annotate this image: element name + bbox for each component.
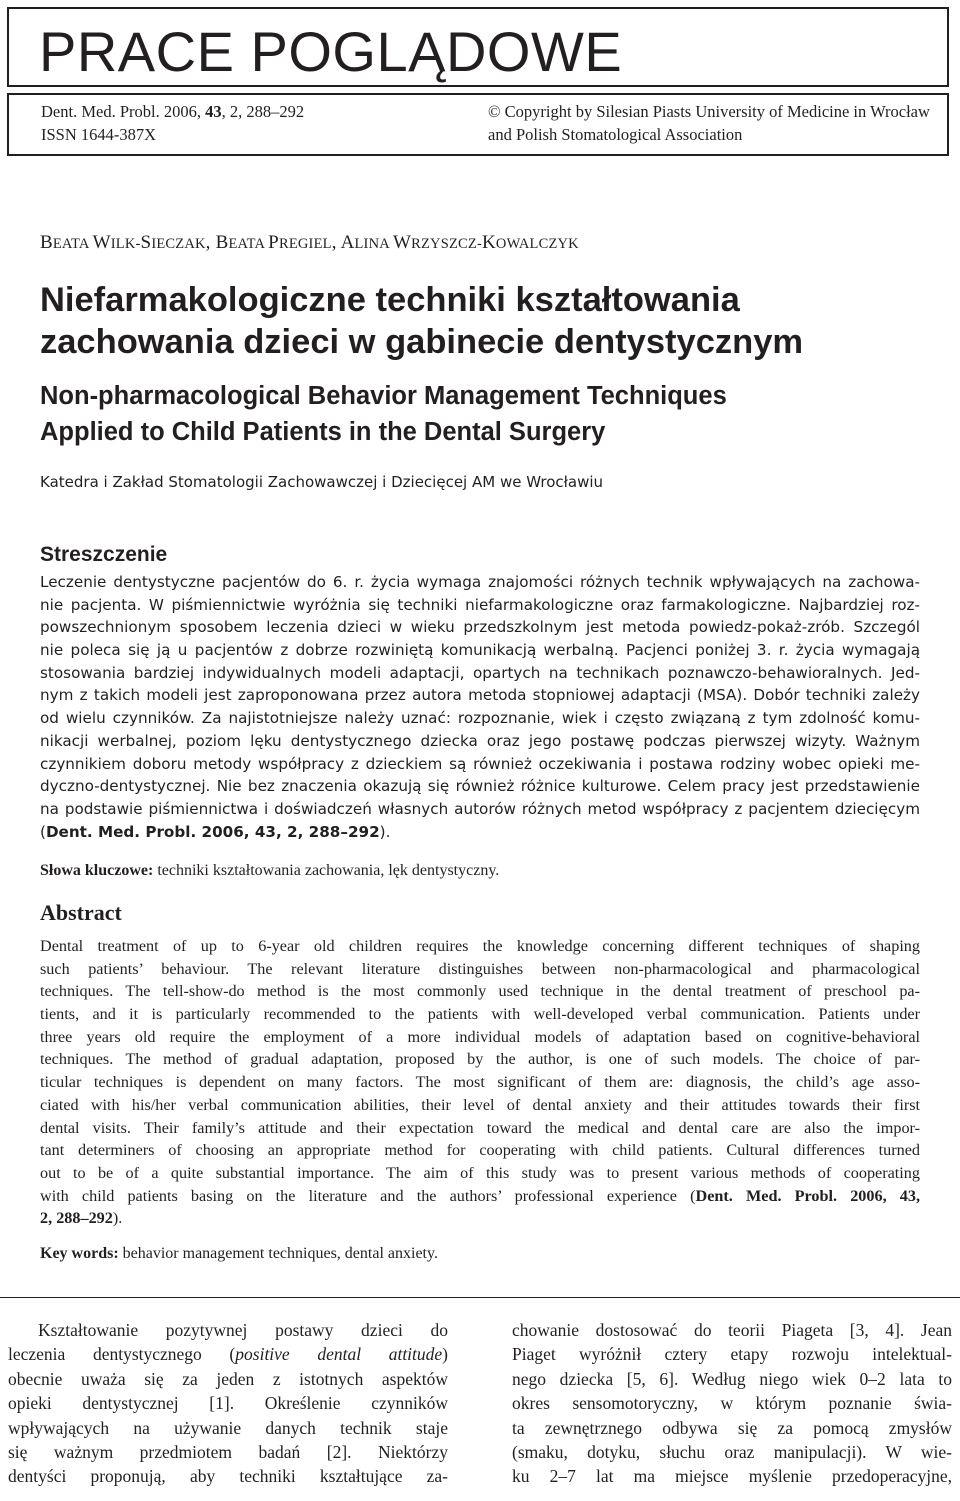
text-line: leczenia dentystycznego (positive dental attitude): [8, 1344, 448, 1365]
abstract-body: [40, 935, 920, 1230]
author: BEATA PREGIEL,: [215, 232, 341, 253]
citation-bold: 2, 288–292: [40, 1209, 113, 1228]
title-polish-line: zachowania dzieci w gabinecie dentystycznym: [40, 323, 804, 361]
italic-term: positive dental attitude: [235, 1344, 443, 1365]
journal-volume: 43: [205, 102, 222, 121]
copyright-line-2: and Polish Stomatological Association: [488, 125, 743, 144]
journal-name: Dent. Med. Probl. 2006,: [41, 102, 206, 121]
text-line: powszechnionym sposobem leczenia dzieci w wieku przedszkolnym jest metoda powiedz-pokaż-zrób. Szczegól: [40, 618, 920, 637]
text-line: na podstawie piśmiennictwa i doświadczeń własnych autorów różnych metod współpracy z pacjentem dziecięcym: [40, 799, 920, 818]
key-words: [40, 1243, 438, 1265]
keywords-text: techniki kształtowania zachowania, lęk dentystyczny.: [153, 862, 500, 879]
slowa-kluczowe: [40, 860, 499, 882]
author: BEATA WILK-SIECZAK,: [40, 232, 216, 253]
citation-box: [7, 93, 949, 156]
text-line: ku 2–7 lat ma miejsce myślenie przedoperacyjne,: [512, 1466, 952, 1487]
streszczenie-heading: Streszczenie: [40, 543, 168, 566]
issn: ISSN 1644-387X: [41, 125, 157, 144]
text-line: czynnikiem doboru metody współpracy z dzieckiem są również oczekiwania i postawa rodziny wobec opieki me-: [40, 754, 920, 773]
text-line: 2, 288–292).: [40, 1209, 123, 1228]
keywords-label: Key words:: [40, 1245, 119, 1262]
text-line: nie pacjenta. W piśmiennictwie wyróżnia się techniki niefarmakologiczne oraz farmakologiczne. Najbardziej roz-: [40, 595, 920, 614]
text-line: ciated with his/her verbal communication abilities, their level of dental anxiety and their attitudes towards their first: [40, 1095, 920, 1114]
text-line: dyczno-dentystycznej. Nie bez znaczenia okazują się również różnice kulturowe. Celem pracy jest przedstawienie: [40, 777, 920, 796]
body-column-right: [512, 1318, 952, 1489]
text-line: three years old require the employment of a more individual models of adaptation based on cognitive-behavioral: [40, 1027, 920, 1046]
text-line: stosowania bardziej indywidualnych modeli adaptacji, opartych na technikach poznawczo-behawioralnych. Jed-: [40, 663, 920, 682]
text-line: such patients’ behaviour. The relevant literature distinguishes between non-pharmacological and pharmacological: [40, 959, 920, 978]
text-line: out to be of a quite substantial importance. The aim of this study was to present various methods of cooperating: [40, 1163, 920, 1182]
title-english-line: Non-pharmacological Behavior Management Techniques: [40, 382, 727, 410]
text-line: dentyści proponują, aby techniki kształtujące za-: [8, 1466, 448, 1487]
text-line: tant determiners of choosing an appropriate method for cooperating with child patients. Cultural differences turned: [40, 1141, 920, 1160]
text-line: Leczenie dentystyczne pacjentów do 6. r. życia wymaga znajomości różnych technik wpływających na zachowa-: [40, 573, 920, 591]
text-line: obecnie uważa się za jeden z istotnych aspektów: [8, 1368, 448, 1389]
journal-pages: , 2, 288–292: [221, 102, 305, 121]
text-line: techniques. The method of gradual adaptation, proposed by the author, is one of such models. The choice of par-: [40, 1050, 920, 1069]
affiliation: Katedra i Zakład Stomatologii Zachowawczej i Dziecięcej AM we Wrocławiu: [40, 473, 604, 491]
text-line: chowanie dostosować do teorii Piageta [3, 4]. Jean: [512, 1320, 952, 1340]
text-line: ticular techniques is dependent on many factors. The most significant of them are: diagnosis, the child’s age asso-: [40, 1073, 920, 1092]
text-line: opieki dentystycznej [1]. Określenie czynników: [8, 1393, 448, 1414]
streszczenie-body: [40, 571, 920, 843]
title-english-line: Applied to Child Patients in the Dental Surgery: [40, 418, 606, 446]
text-line: (smaku, dotyku, słuchu oraz manipulacji). W wie-: [512, 1441, 952, 1462]
citation-bold: Dent. Med. Probl. 2006, 43,: [695, 1186, 921, 1205]
text-line: techniques. The tell-show-do method is the most commonly used technique in the dental treatment of preschool pa-: [40, 982, 920, 1001]
text-line: wpływających na używanie danych technik staje: [8, 1417, 448, 1438]
text-line: nego dziecka [5, 6]. Według niego wiek 0–2 lata to: [512, 1368, 952, 1389]
copyright-line-1: [488, 101, 930, 123]
citation-bold: Dent. Med. Probl. 2006, 43, 2, 288–292: [45, 822, 380, 841]
author-list: [40, 230, 579, 257]
text-line: ta zewnętrznego odbywa się za pomocą zmysłów: [512, 1417, 952, 1438]
text-line: Kształtowanie pozytywnej postawy dzieci do: [38, 1320, 448, 1340]
text-line: od wielu czynników. Za najistotniejsze należy uznać: rozpoznanie, wiek i często związaną z tym zdolność komu-: [40, 709, 920, 728]
text-line: (Dent. Med. Probl. 2006, 43, 2, 288–292).: [40, 822, 391, 841]
author: ALINA WRZYSZCZ-KOWALCZYK: [340, 232, 579, 253]
text-line: Piaget wyróżnił cztery etapy rozwoju intelektual-: [512, 1344, 952, 1365]
text-line: nie poleca się ją u pacjentów z dobrze rozwiniętą komunikacją werbalną. Pacjenci poniżej 3. r. życia wymagają: [40, 641, 920, 660]
text-line: się ważnym przedmiotem badań [2]. Niektórzy: [8, 1441, 448, 1462]
title-polish-line: Niefarmakologiczne techniki kształtowania: [40, 281, 740, 319]
text-line: Dental treatment of up to 6-year old children requires the knowledge concerning different techniques of shaping: [40, 937, 920, 955]
text-line: dental visits. Their family’s attitude and their expectation toward the medical and dental care are also the impor-: [40, 1118, 920, 1137]
text-line: nikacji werbalnej, poziom lęku dentystycznego dziecka oraz jego postawę podczas pierwszej wizyty. Ważnym: [40, 731, 920, 750]
text-line: tients, and it is particularly recommended to the patients with well-developed verbal communication. Patients under: [40, 1005, 920, 1024]
abstract-heading: Abstract: [40, 900, 122, 925]
text-line: nym z takich modeli jest zaproponowana przez autora metoda stopniowej adaptacji (MSA). Dobór techniki zależy: [40, 686, 920, 705]
keywords-label: Słowa kluczowe:: [40, 862, 154, 879]
text-line: okres sensomotoryczny, w którym poznanie świa-: [512, 1393, 952, 1414]
text-line: with child patients basing on the literature and the authors’ professional experience (Dent. Med. Probl. 2006, 43,: [40, 1186, 921, 1205]
keywords-text: behavior management techniques, dental anxiety.: [118, 1245, 438, 1262]
body-column-left: [8, 1318, 448, 1489]
copyright-icon: ©: [488, 102, 501, 121]
section-header-box: [7, 7, 949, 87]
section-title: PRACE POGLĄDOWE: [39, 20, 623, 83]
copyright-text: Copyright by Silesian Piasts University of Medicine in Wrocław: [500, 102, 930, 121]
divider: [0, 1297, 960, 1298]
journal-citation: [41, 101, 304, 123]
